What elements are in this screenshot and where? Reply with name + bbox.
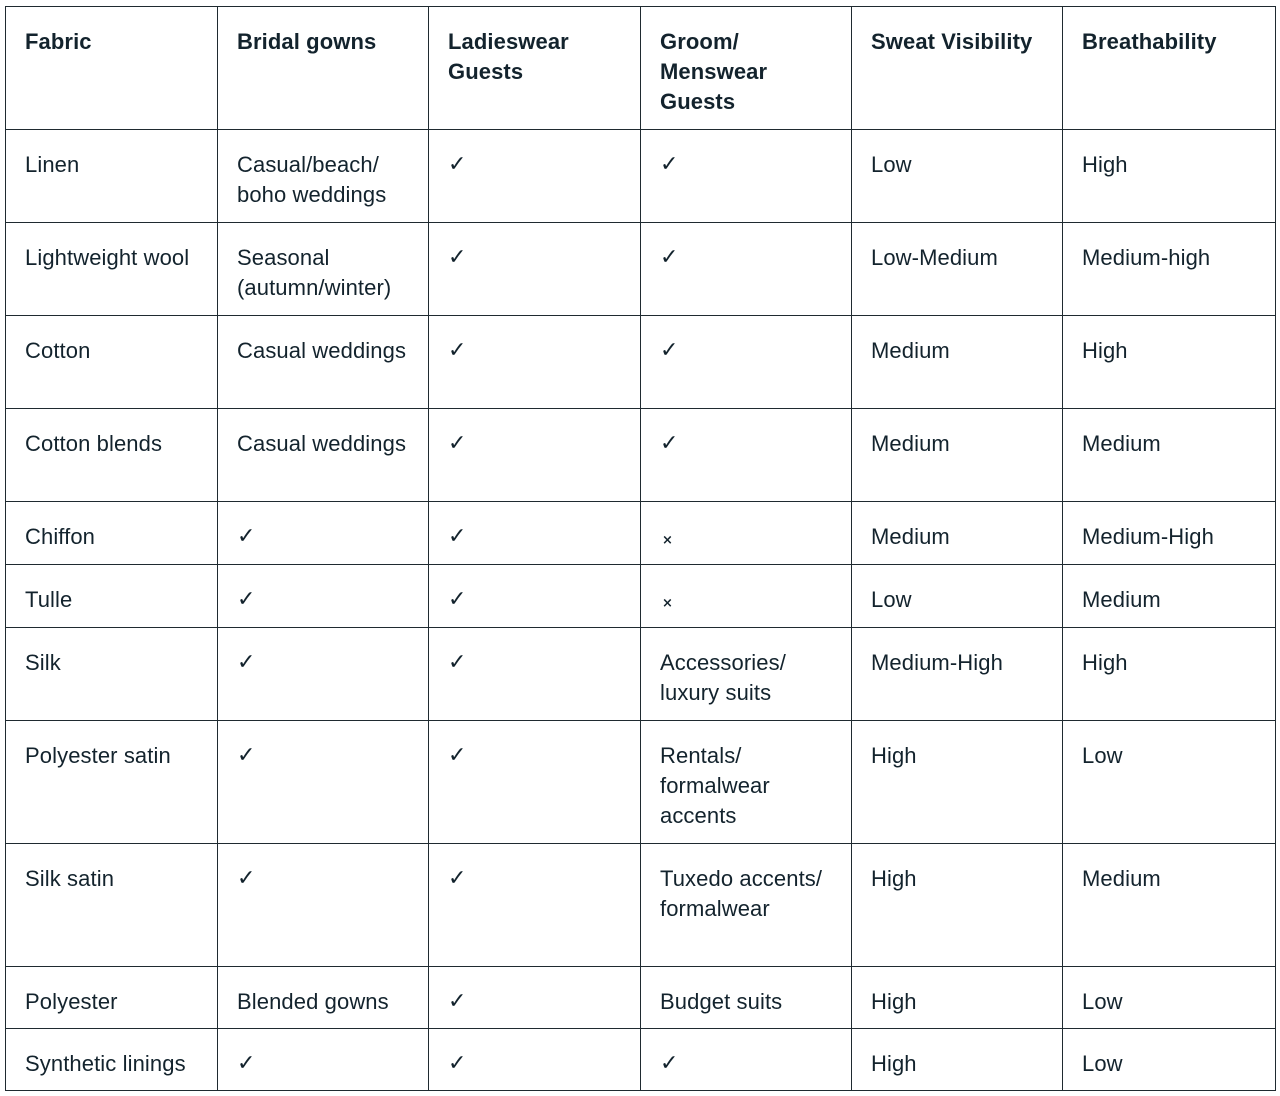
cell-bridal-gowns: Casual weddings: [218, 409, 429, 502]
cell-ladieswear: ✓: [429, 565, 641, 628]
cell-menswear: ✓: [641, 316, 852, 409]
cell-bridal-gowns: ✓: [218, 721, 429, 844]
header-ladieswear-guests: Ladieswear Guests: [429, 7, 641, 130]
cell-breathability: Medium-high: [1063, 223, 1276, 316]
cell-bridal-gowns: ✓: [218, 628, 429, 721]
table-row: [6, 130, 1276, 223]
cell-fabric: Silk satin: [6, 844, 218, 967]
cross-mark-icon: ×: [662, 533, 673, 548]
header-fabric: Fabric: [6, 7, 218, 130]
table-row: [6, 721, 1276, 844]
cell-ladieswear: ✓: [429, 316, 641, 409]
table-row: [6, 844, 1276, 967]
cell-fabric: Tulle: [6, 565, 218, 628]
cell-fabric: Linen: [6, 130, 218, 223]
cell-ladieswear: ✓: [429, 721, 641, 844]
cross-mark-icon: ×: [662, 596, 673, 611]
cell-fabric: Chiffon: [6, 502, 218, 565]
cell-sweat-visibility: Medium-High: [852, 628, 1063, 721]
cell-breathability: Medium-High: [1063, 502, 1276, 565]
cell-bridal-gowns: Blended gowns: [218, 967, 429, 1029]
cell-sweat-visibility: Low-Medium: [852, 223, 1063, 316]
header-sweat-visibility: Sweat Visibility: [852, 7, 1063, 130]
cell-breathability: Medium: [1063, 409, 1276, 502]
cell-bridal-gowns: Seasonal (autumn/winter): [218, 223, 429, 316]
cell-breathability: High: [1063, 316, 1276, 409]
cell-menswear: [641, 502, 852, 565]
table-row: [6, 223, 1276, 316]
table-row: [6, 565, 1276, 628]
cell-ladieswear: ✓: [429, 628, 641, 721]
cell-ladieswear: ✓: [429, 409, 641, 502]
fabric-comparison-table: [5, 6, 1276, 1091]
cell-sweat-visibility: Low: [852, 130, 1063, 223]
header-bridal-gowns: Bridal gowns: [218, 7, 429, 130]
cell-bridal-gowns: ✓: [218, 1029, 429, 1091]
cell-sweat-visibility: High: [852, 721, 1063, 844]
cell-menswear: ✓: [641, 130, 852, 223]
cell-bridal-gowns: Casual weddings: [218, 316, 429, 409]
table-header-row: [6, 7, 1276, 130]
table-row: [6, 1029, 1276, 1091]
cell-sweat-visibility: Low: [852, 565, 1063, 628]
cell-fabric: Cotton blends: [6, 409, 218, 502]
cell-ladieswear: ✓: [429, 967, 641, 1029]
cell-ladieswear: ✓: [429, 502, 641, 565]
cell-fabric: Synthetic linings: [6, 1029, 218, 1091]
cell-ladieswear: ✓: [429, 1029, 641, 1091]
cell-fabric: Polyester satin: [6, 721, 218, 844]
cell-menswear: ✓: [641, 1029, 852, 1091]
cell-menswear: Tuxedo accents/ formalwear: [641, 844, 852, 967]
cell-menswear: ✓: [641, 409, 852, 502]
table-row: [6, 628, 1276, 721]
cell-bridal-gowns: ✓: [218, 844, 429, 967]
cell-breathability: Medium: [1063, 565, 1276, 628]
cell-ladieswear: ✓: [429, 130, 641, 223]
cell-sweat-visibility: Medium: [852, 409, 1063, 502]
cell-bridal-gowns: Casual/beach/ boho weddings: [218, 130, 429, 223]
cell-sweat-visibility: High: [852, 967, 1063, 1029]
cell-sweat-visibility: Medium: [852, 316, 1063, 409]
cell-bridal-gowns: ✓: [218, 502, 429, 565]
table-row: [6, 316, 1276, 409]
cell-fabric: Cotton: [6, 316, 218, 409]
cell-ladieswear: ✓: [429, 223, 641, 316]
table-row: [6, 409, 1276, 502]
cell-sweat-visibility: High: [852, 1029, 1063, 1091]
table-row: [6, 502, 1276, 565]
cell-breathability: Medium: [1063, 844, 1276, 967]
cell-ladieswear: ✓: [429, 844, 641, 967]
cell-fabric: Polyester: [6, 967, 218, 1029]
cell-breathability: High: [1063, 130, 1276, 223]
header-groom-menswear-guests: Groom/ Menswear Guests: [641, 7, 852, 130]
cell-breathability: Low: [1063, 1029, 1276, 1091]
cell-menswear: Budget suits: [641, 967, 852, 1029]
table-row: [6, 967, 1276, 1029]
header-breathability: Breathability: [1063, 7, 1276, 130]
cell-menswear: Accessories/ luxury suits: [641, 628, 852, 721]
cell-fabric: Lightweight wool: [6, 223, 218, 316]
cell-bridal-gowns: ✓: [218, 565, 429, 628]
cell-sweat-visibility: Medium: [852, 502, 1063, 565]
cell-menswear: Rentals/ formalwear accents: [641, 721, 852, 844]
cell-breathability: Low: [1063, 721, 1276, 844]
cell-breathability: Low: [1063, 967, 1276, 1029]
cell-menswear: ✓: [641, 223, 852, 316]
cell-fabric: Silk: [6, 628, 218, 721]
cell-sweat-visibility: High: [852, 844, 1063, 967]
cell-menswear: [641, 565, 852, 628]
cell-breathability: High: [1063, 628, 1276, 721]
